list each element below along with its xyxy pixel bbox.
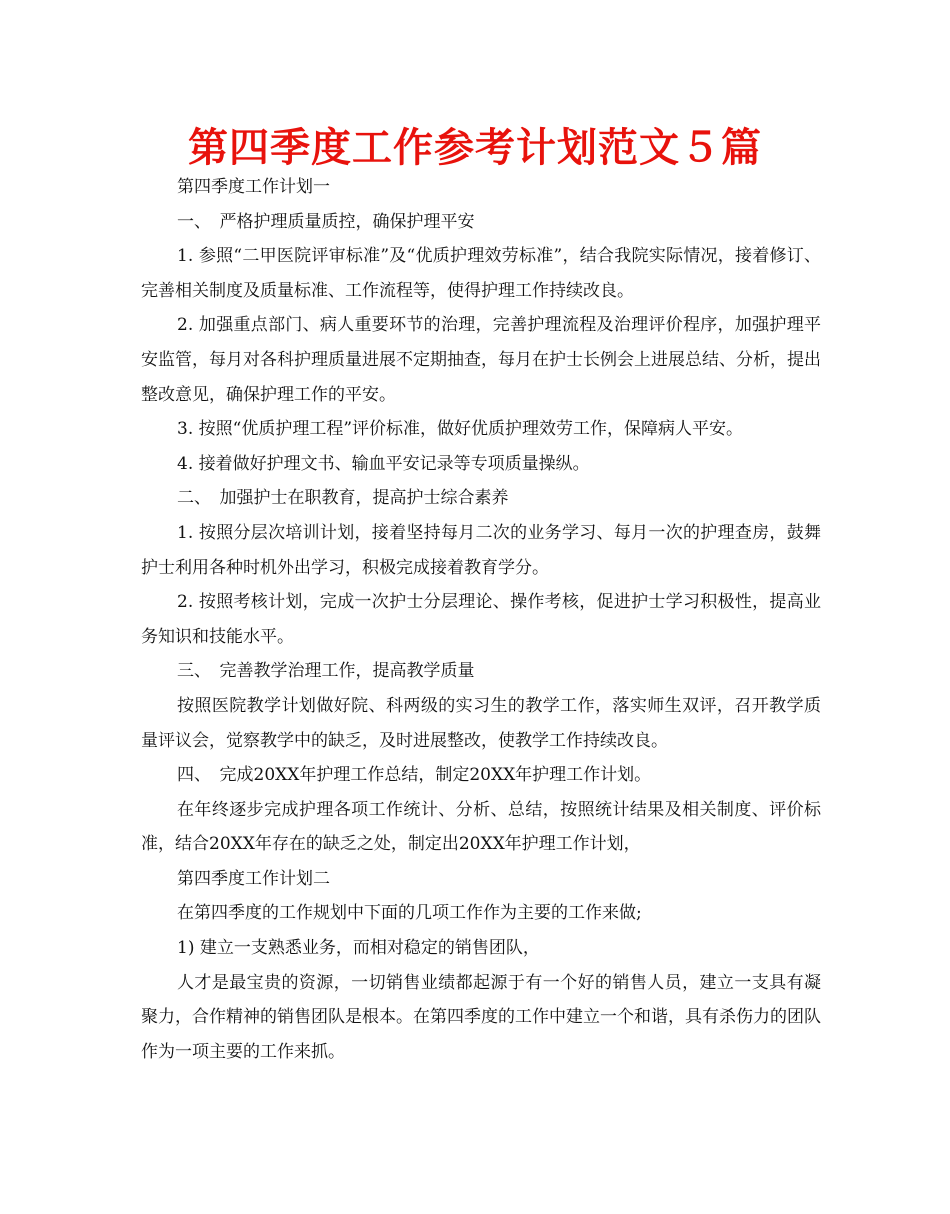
paragraph: 在第四季度的工作规划中下面的几项工作作为主要的工作来做; [177, 903, 642, 924]
paragraph: 第四季度工作计划二 [177, 868, 330, 889]
paragraph: 人才是最宝贵的资源，一切销售业绩都起源于有一个好的销售人员，建立一支具有凝聚力，合作精神的销售团队是根本。在第四季度的工作中建立一个和谐，具有杀伤力的团队作为一项主要的工作来抓。 [141, 972, 821, 1062]
document-body [141, 170, 821, 1069]
paragraph: 二、 加强护士在职教育，提高护士综合素养 [177, 488, 509, 509]
paragraph: 按照医院教学计划做好院、科两级的实习生的教学工作，落实师生双评，召开教学质量评议会，觉察教学中的缺乏，及时进展整改，使教学工作持续改良。 [141, 695, 821, 751]
document-title: 第四季度工作参考计划范文５篇 [188, 125, 762, 171]
paragraph: 在年终逐步完成护理各项工作统计、分析、总结，按照统计结果及相关制度、评价标准，结合20XX年存在的缺乏之处，制定出20XX年护理工作计划， [141, 799, 821, 855]
paragraph: 4. 接着做好护理文书、输血平安记录等专项质量操纵。 [177, 453, 590, 474]
paragraph: 2. 按照考核计划，完成一次护士分层理论、操作考核，促进护士学习积极性，提高业务知识和技能水平。 [141, 592, 821, 647]
paragraph: 1. 按照分层次培训计划，接着坚持每月二次的业务学习、每月一次的护理查房，鼓舞护士利用各种时机外出学习，积极完成接着教育学分。 [141, 522, 821, 578]
paragraph: 三、 完善教学治理工作，提高教学质量 [177, 661, 475, 682]
paragraph: 第四季度工作计划一 [177, 177, 330, 197]
paragraph: 1. 参照“二甲医院评审标准”及“优质护理效劳标准”，结合我院实际情况，接着修订、完善相关制度及质量标准、工作流程等，使得护理工作持续改良。 [141, 246, 821, 301]
paragraph: 四、 完成20XX年护理工作总结，制定20XX年护理工作计划。 [177, 765, 652, 786]
paragraph: 2. 加强重点部门、病人重要环节的治理，完善护理流程及治理评价程序，加强护理平安监管，每月对各科护理质量进展不定期抽查，每月在护士长例会上进展总结、分析，提出整改意见，确保护理工作的平安。 [141, 315, 821, 405]
paragraph: 一、 严格护理质量质控，确保护理平安 [177, 211, 475, 232]
paragraph: 3. 按照“优质护理工程”评价标准，做好优质护理效劳工作，保障病人平安。 [177, 419, 744, 440]
paragraph: 1) 建立一支熟悉业务，而相对稳定的销售团队， [177, 938, 540, 959]
